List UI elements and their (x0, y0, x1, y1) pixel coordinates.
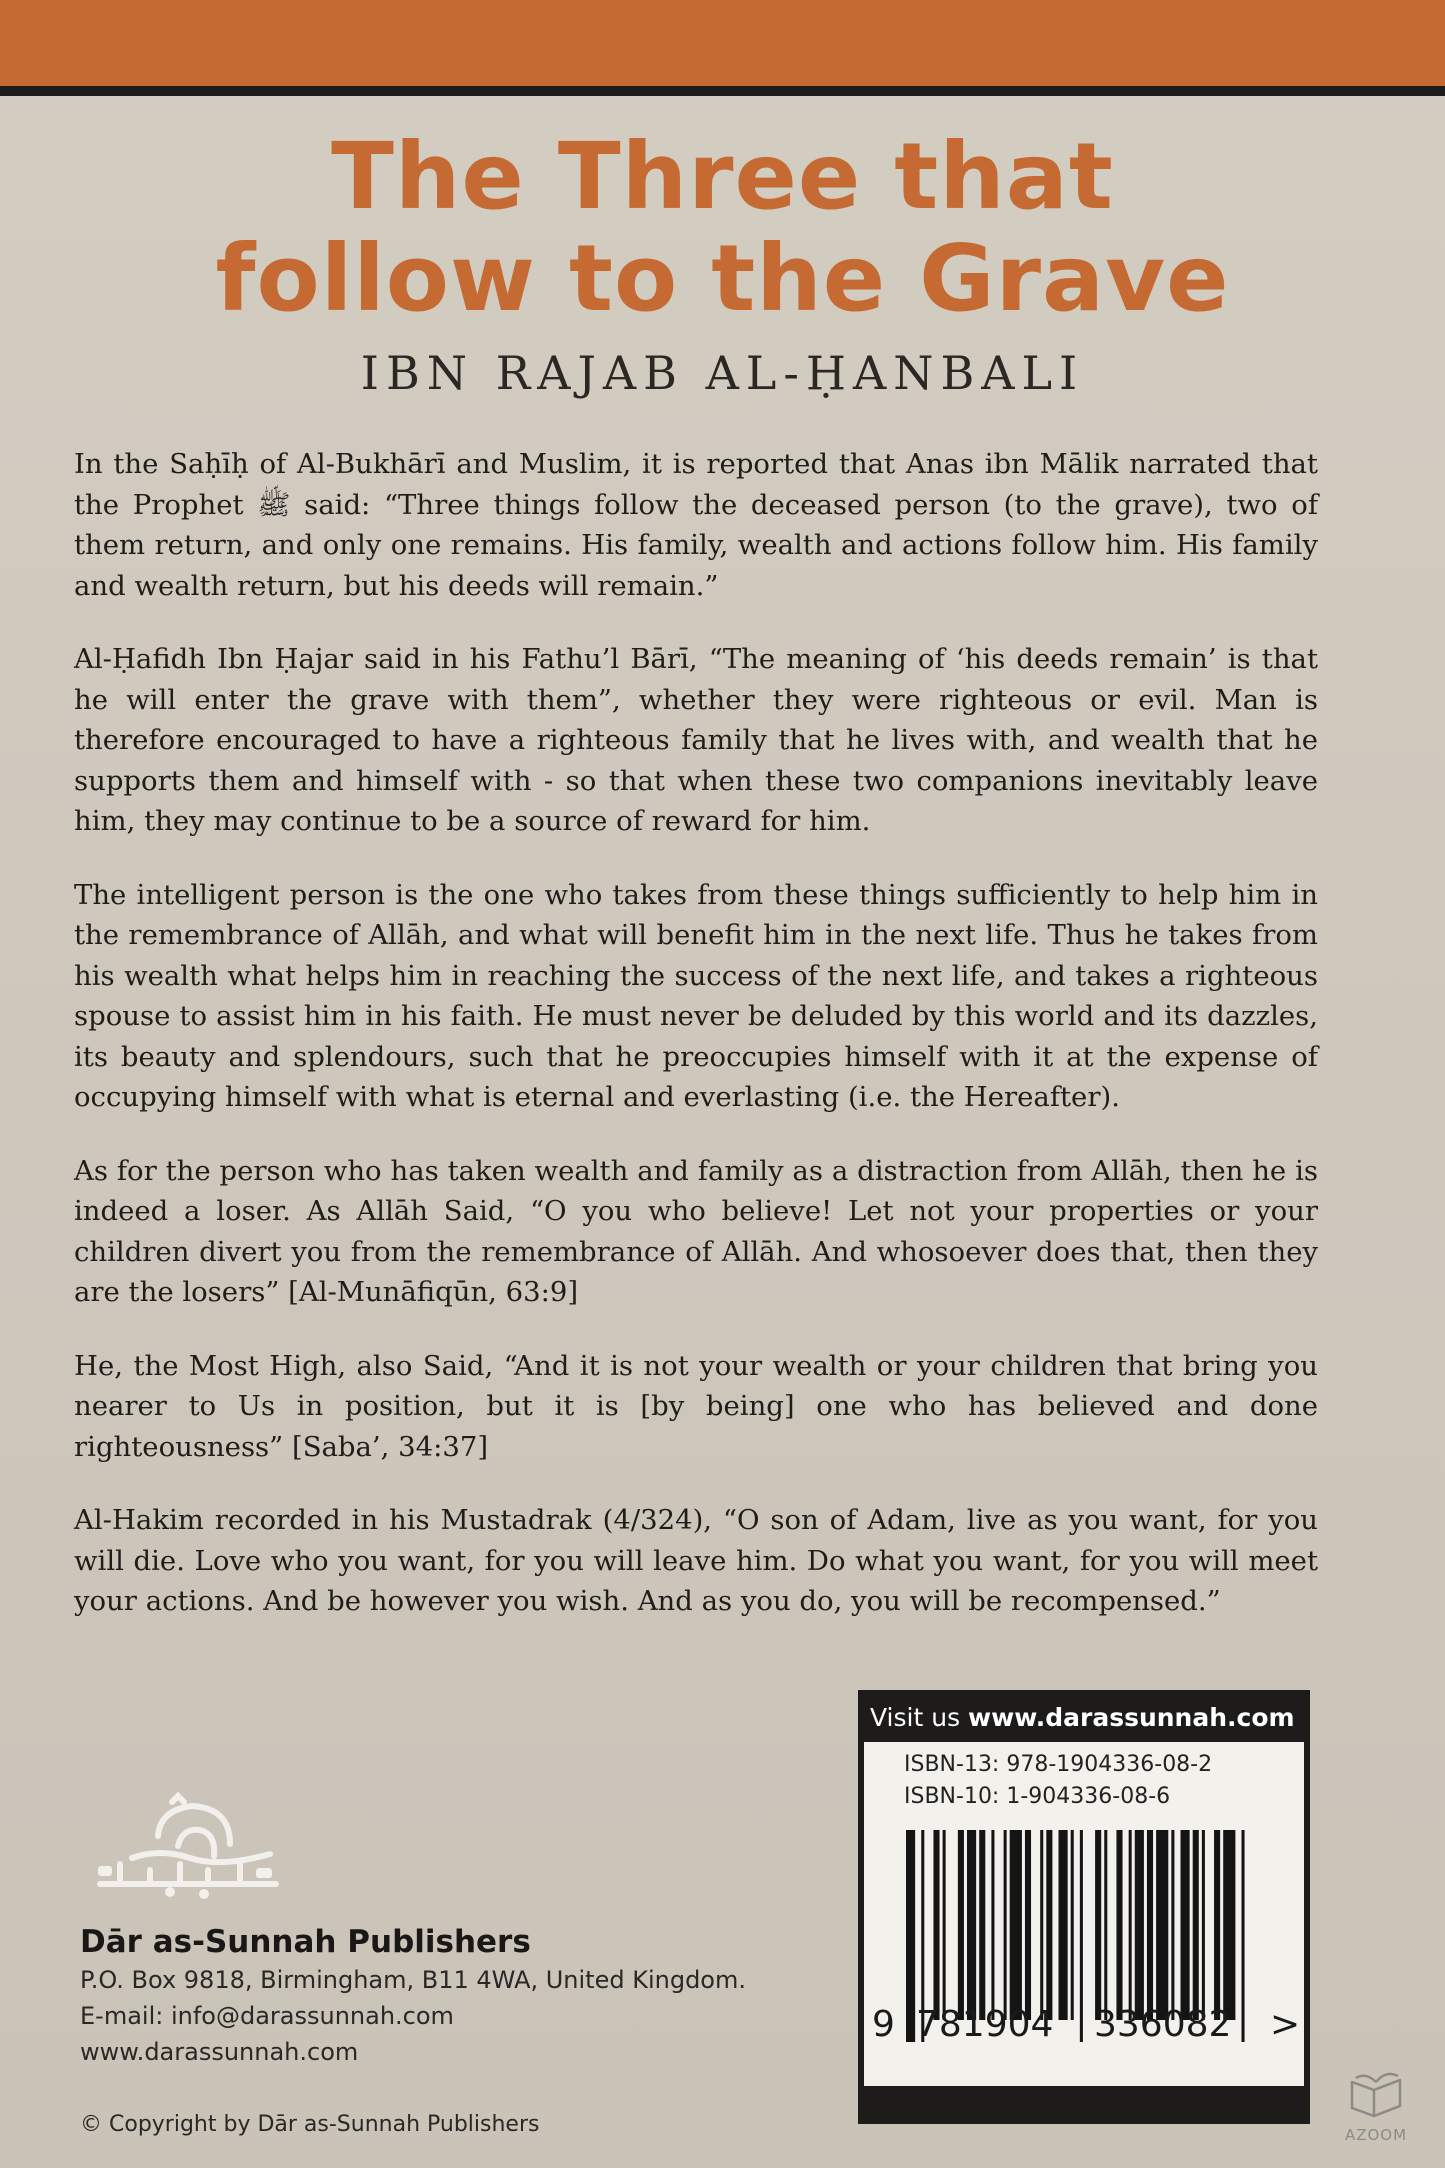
barcode-area (864, 1742, 1304, 2086)
barcode-bar (991, 1830, 994, 2020)
barcode-bar (933, 1830, 939, 2020)
barcode-bar (1116, 1830, 1122, 2020)
barcode-bar (979, 1830, 985, 2020)
barcode-digits-group-1: 781904 (916, 2004, 1054, 2045)
top-color-band (0, 0, 1445, 86)
isbn-10: ISBN-10: 1-904336-08-6 (904, 1784, 1171, 1809)
barcode-bar (1181, 1830, 1190, 2020)
barcode-bar (1171, 1830, 1174, 2020)
barcode-bar (1135, 1830, 1144, 2020)
book-title (0, 123, 1445, 332)
blurb-paragraph-6: Al-Hakim recorded in his Mustadrak (4/324), “O son of Adam, live as you want, for you will die. Love who you want, for you will leave him. Do what you want, for you will meet your actions. And be however you wish. And as you do, you will be recompensed.” (74, 1504, 1318, 1617)
barcode-bar (1193, 1830, 1199, 2020)
barcode-digit-first: 9 (872, 2004, 895, 2045)
barcode-bar (1004, 1830, 1007, 2020)
barcode-bar (1147, 1830, 1153, 2020)
barcode-panel (858, 1690, 1310, 2124)
watermark (1336, 2068, 1416, 2158)
barcode-bar (1059, 1830, 1068, 2020)
barcode-bar (1046, 1830, 1052, 2020)
book-icon (1348, 2068, 1404, 2120)
barcode-bar (967, 1830, 976, 2020)
blurb-text (74, 444, 1318, 1655)
blurb-paragraph-4: As for the person who has taken wealth and family as a distraction from Allāh, then he is indeed a loser. As Allāh Said, “O you who believe! Let not your properties or your children divert you from the remembrance of Allāh. And whosoever does that, then they are the losers” [Al-Munāfiqūn, 63:9] (74, 1154, 1318, 1308)
copyright-notice: © Copyright by Dār as-Sunnah Publishers (80, 2112, 540, 2137)
barcode-bar (1095, 1830, 1101, 2020)
visit-url: www.darassunnah.com (968, 1703, 1295, 1732)
barcode-digits (872, 2004, 1302, 2045)
publisher-email: E-mail: info@darassunnah.com (80, 2002, 454, 2030)
barcode-bar (1214, 1830, 1220, 2020)
publisher-name: Dār as-Sunnah Publishers (80, 1924, 531, 1960)
top-divider-rule (0, 86, 1445, 96)
barcode-bar (1223, 1830, 1235, 2020)
visit-prefix: Visit us (870, 1703, 961, 1732)
title-line-2: follow to the Grave (215, 225, 1230, 332)
barcode-bar (1025, 1830, 1031, 2020)
publisher-address: P.O. Box 9818, Birmingham, B11 4WA, United Kingdom. (80, 1966, 746, 1994)
barcode-bar (943, 1830, 946, 2020)
barcode-bar (1040, 1830, 1043, 2020)
barcode-digits-end: > (1270, 2004, 1301, 2045)
title-line-1: The Three that (331, 123, 1114, 230)
watermark-label: AZOOM (1344, 2126, 1408, 2144)
barcode-bar (1129, 1830, 1132, 2020)
author-name: IBN RAJAB AL-ḤANBALI (360, 346, 1085, 400)
barcode-bar (1202, 1830, 1205, 2020)
publisher-logo (80, 1792, 300, 1908)
barcode-bar (1010, 1830, 1022, 2020)
visit-us-label (870, 1698, 1300, 1738)
blurb-paragraph-5: He, the Most High, also Said, “And it is not your wealth or your children that bring you nearer to Us in position, but it is [by being] one who has believed and done righteousness” [Saba’, 34:37] (74, 1349, 1318, 1463)
barcode-bar (1104, 1830, 1107, 2020)
publisher-website: www.darassunnah.com (80, 2038, 359, 2066)
isbn-13: ISBN-13: 978-1904336-08-2 (904, 1752, 1213, 1777)
barcode-digits-group-2: 336082 (1094, 2004, 1232, 2045)
blurb-paragraph-1: In the Saḥīḥ of Al-Bukhārī and Muslim, it is reported that Anas ibn Mālik narrated that the Prophet ﷺ said: “Three things follow the deceased person (to the grave), two of them return, and only one remains. His family, wealth and actions follow him. His family and wealth return, but his deeds will remain.” (74, 448, 1318, 602)
barcode-bar (1156, 1830, 1168, 2020)
blurb-paragraph-3: The intelligent person is the one who takes from these things sufficiently to help him in the remembrance of Allāh, and what will benefit him in the next life. Thus he takes from his wealth what helps him in reaching the success of the next life, and takes a righteous spouse to assist him in his faith. He must never be deluded by this world and its dazzles, its beauty and splendours, such that he preoccupies himself with it at the expense of occupying himself with what is eternal and everlasting (i.e. the Hereafter). (74, 878, 1318, 1113)
barcode-bar (958, 1830, 964, 2020)
barcode-bar (1071, 1830, 1074, 2020)
blurb-paragraph-2: Al-Ḥafidh Ibn Ḥajar said in his Fathu’l Bārī, “The meaning of ‘his deeds remain’ is that he will enter the grave with them”, whether they were righteous or evil. Man is therefore encouraged to have a righteous family that he lives with, and wealth that he supports them and himself with - so that when these two companions inevitably leave him, they may continue to be a source of reward for him. (74, 643, 1318, 837)
